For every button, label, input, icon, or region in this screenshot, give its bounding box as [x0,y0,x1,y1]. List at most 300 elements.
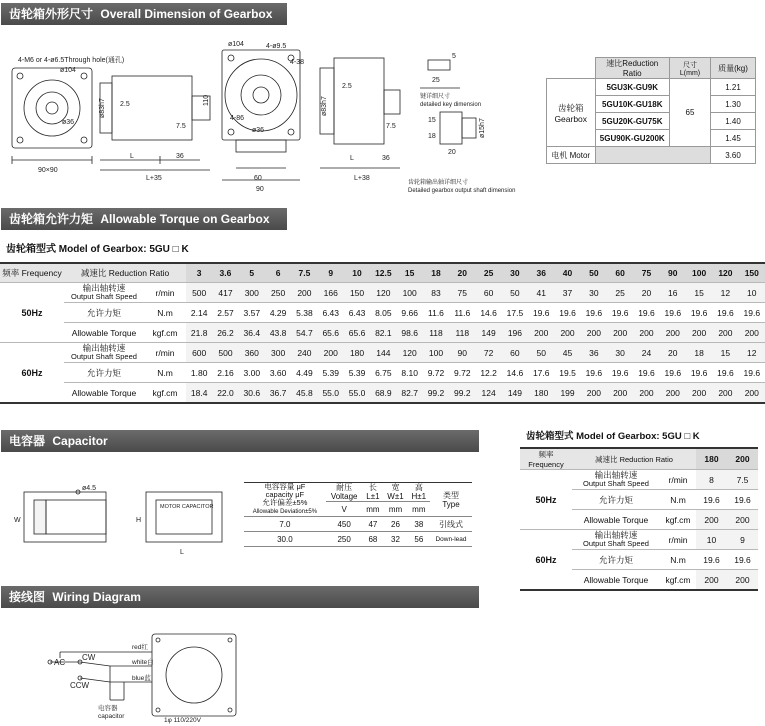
tq-hz50-speed-16: 30 [581,283,607,303]
small-freq-50hz: 50Hz [520,470,572,530]
tq-hz60-speed-22: 12 [739,343,765,363]
torque-label-cn: 允许力矩 [64,363,144,383]
tq-hz50-speed-4: 250 [265,283,291,303]
tq-hz60-speed-10: 100 [423,343,449,363]
tq-hz50-speed-1: 500 [186,283,212,303]
wire-power: 1φ 110/220V [164,717,201,724]
ratio-17: 60 [607,263,633,283]
tq-hz50-nm-16: 19.6 [581,303,607,323]
tq-hz50-speed-9: 100 [397,283,423,303]
speed-label-cn: 输出轴转速 [82,343,126,353]
tq-hz60-nm-21: 19.6 [712,363,738,383]
tq-hz60-kgf-2: 22.0 [212,383,238,404]
ratio-22: 150 [739,263,765,283]
speed-label-en: Output Shaft Speed [71,292,137,301]
dim-36-mid: 36 [382,155,390,162]
wire-ac: AC [54,658,66,667]
ratio-3: 5 [239,263,265,283]
small-unit-nm: N.m [660,490,696,510]
stq-hz50-speed-1: 8 [696,470,727,490]
ratio-5: 7.5 [291,263,317,283]
tq-hz60-speed-15: 45 [554,343,580,363]
torque-label-en: Allowable Torque [64,383,144,404]
dim-d104-left: ø104 [60,67,76,74]
tq-hz50-nm-19: 19.6 [660,303,686,323]
ratio-12: 25 [475,263,501,283]
tq-hz50-nm-21: 19.6 [712,303,738,323]
tq-hz60-speed-8: 144 [370,343,396,363]
ratio-6: 9 [318,263,344,283]
stq-hz60-speed-1: 10 [696,530,727,550]
spec-model-2: 5GU10K-GU18K [595,96,670,113]
cap-dim-W: W [14,517,21,524]
tq-hz60-kgf-11: 99.2 [449,383,475,404]
tq-hz60-speed-7: 180 [344,343,370,363]
wire-blue: blue蓝 [132,675,151,682]
tq-hz60-nm-4: 3.60 [265,363,291,383]
table-row [0,343,765,363]
tq-hz50-nm-11: 11.6 [449,303,475,323]
spec-gearbox-label: 齿轮箱 Gearbox [547,79,596,147]
unit-rmin: r/min [144,343,186,363]
ratio-19: 90 [660,263,686,283]
cap-row2-cap: 30.0 [244,532,326,547]
stq-hz50-kgf-2: 200 [727,510,758,530]
ratio-11: 20 [449,263,475,283]
tq-hz60-kgf-17: 200 [607,383,633,404]
dim-4-86: 4-86 [230,115,245,122]
tq-hz60-kgf-15: 199 [554,383,580,404]
key-dim-25: 25 [432,77,440,84]
spec-motor-mass: 3.60 [711,147,756,164]
cap-row1-w: 26 [383,517,407,532]
ratio-10: 18 [423,263,449,283]
tq-hz60-kgf-4: 36.7 [265,383,291,404]
section-capacitor-en: Capacitor [52,434,108,448]
wire-red: red红 [132,644,148,651]
ratio-2: 3.6 [212,263,238,283]
cap-row1-l: 47 [363,517,384,532]
tq-hz60-nm-5: 4.49 [291,363,317,383]
wire-cap-cn: 电容器 [98,705,118,712]
key-dim-5: 5 [452,53,456,60]
tq-hz50-nm-6: 6.43 [318,303,344,323]
cap-hole: ø4.5 [82,485,97,492]
tq-hz60-nm-6: 5.39 [318,363,344,383]
tq-hz50-speed-15: 37 [554,283,580,303]
tq-hz50-kgf-13: 196 [502,323,528,343]
stq-hz60-nm-1: 19.6 [696,550,727,570]
stq-hz60-kgf-2: 200 [727,570,758,591]
speed-label-en: Output Shaft Speed [71,352,137,361]
spec-model-3: 5GU20K-GU75K [595,113,670,130]
shaft-detail-cn: 齿轮箱输出轴详细尺寸 [408,180,469,186]
tq-hz60-nm-8: 6.75 [370,363,396,383]
tq-hz60-nm-12: 12.2 [475,363,501,383]
tq-hz50-kgf-12: 149 [475,323,501,343]
tq-hz50-speed-6: 166 [318,283,344,303]
shaft-dim-18: 18 [428,133,436,140]
tq-hz60-speed-12: 72 [475,343,501,363]
torque-group-60hz [0,343,765,404]
spec-size-value: 65 [670,79,711,147]
spec-model-1: 5GU3K-GU9K [595,79,670,96]
small-torque-en: Allowable Torque [572,510,660,530]
cap-h-cap3: 允许偏差±5% [262,498,308,507]
dim-75-mid: 7.5 [386,123,396,130]
tq-hz60-kgf-13: 149 [502,383,528,404]
tq-hz60-kgf-19: 200 [660,383,686,404]
tq-hz60-nm-17: 19.6 [607,363,633,383]
cap-h-volt2: Voltage [330,492,358,501]
tq-hz60-speed-18: 24 [633,343,659,363]
table-row [0,363,765,383]
wire-cap-en: capacitor [98,713,125,720]
table-row [244,532,472,547]
tq-hz50-speed-22: 10 [739,283,765,303]
cap-row2-type: Down-lead [430,532,472,547]
unit-rmin: r/min [144,283,186,303]
tq-hz50-kgf-21: 200 [712,323,738,343]
small-speed-en: Output Shaft Speed [583,539,649,548]
cap-label: MOTOR CAPACITOR [160,504,214,510]
cap-row2-volt: 250 [326,532,363,547]
cap-h-hgt2: H±1 [411,492,427,501]
tq-hz60-nm-2: 2.16 [212,363,238,383]
tq-hz60-kgf-16: 200 [581,383,607,404]
section-dimension-cn: 齿轮箱外形尺寸 [9,7,94,21]
tq-hz50-speed-12: 60 [475,283,501,303]
tq-hz60-speed-5: 240 [291,343,317,363]
ratio-13: 30 [502,263,528,283]
tq-hz50-speed-11: 75 [449,283,475,303]
tq-hz50-speed-14: 41 [528,283,554,303]
tq-hz50-nm-9: 9.66 [397,303,423,323]
ratio-20: 100 [686,263,712,283]
torque-label-en: Allowable Torque [64,323,144,343]
tq-hz60-speed-11: 90 [449,343,475,363]
tq-hz50-kgf-14: 200 [528,323,554,343]
tq-hz60-nm-3: 3.00 [239,363,265,383]
tq-hz50-nm-4: 4.29 [265,303,291,323]
tq-hz50-nm-10: 11.6 [423,303,449,323]
dim-25-mid: 2.5 [342,83,352,90]
cap-dim-H: H [136,517,142,524]
small-torque-table [520,447,758,591]
tq-hz50-kgf-19: 200 [660,323,686,343]
small-unit-kgf: kgf.cm [660,570,696,591]
tq-hz50-kgf-10: 118 [423,323,449,343]
spec-header-size: 尺寸 L(mm) [670,58,711,79]
shaft-dim-15: 15 [428,117,436,124]
small-unit-kgf: kgf.cm [660,510,696,530]
dim-25-left: 2.5 [120,101,130,108]
section-wiring-en: Wiring Diagram [52,590,141,604]
tq-hz50-speed-2: 417 [212,283,238,303]
tq-hz50-speed-21: 12 [712,283,738,303]
tq-hz60-kgf-20: 200 [686,383,712,404]
ratio-14: 36 [528,263,554,283]
tq-hz50-kgf-22: 200 [739,323,765,343]
tq-hz60-kgf-12: 124 [475,383,501,404]
tq-hz50-nm-12: 14.6 [475,303,501,323]
tq-hz60-kgf-1: 18.4 [186,383,212,404]
section-torque-bar [1,208,287,230]
small-freq-60hz: 60Hz [520,530,572,591]
tq-hz60-nm-18: 19.6 [633,363,659,383]
tq-hz50-speed-8: 120 [370,283,396,303]
tq-hz60-kgf-8: 68.9 [370,383,396,404]
dim-d104-mid: ø104 [228,41,244,48]
capacitor-table [244,482,472,547]
spec-model-4: 5GU90K-GU200K [595,130,670,147]
cap-h-cap2: capacity μF [265,490,305,499]
dim-L38: L+38 [354,175,370,182]
dim-d83-left: ø83h7 [99,98,106,118]
tq-hz50-kgf-11: 118 [449,323,475,343]
stq-hz60-speed-2: 9 [727,530,758,550]
tq-hz50-kgf-5: 54.7 [291,323,317,343]
dim-36-left: 36 [176,153,184,160]
small-ratio-1: 180 [696,448,727,470]
key-detail-cn: 键详细尺寸 [420,94,451,100]
stq-hz50-nm-2: 19.6 [727,490,758,510]
small-col-ratio: 减速比 Reduction Ratio [572,448,696,470]
tq-hz60-nm-9: 8.10 [397,363,423,383]
tq-hz60-speed-21: 15 [712,343,738,363]
wiring-diagram [40,630,240,724]
tq-hz60-speed-13: 60 [502,343,528,363]
tq-hz60-kgf-9: 82.7 [397,383,423,404]
tq-hz50-kgf-18: 200 [633,323,659,343]
section-capacitor-bar [1,430,479,452]
tq-hz60-speed-14: 50 [528,343,554,363]
tq-hz60-speed-20: 18 [686,343,712,363]
cap-h-cap4: Allowable Deviation±5% [252,509,318,515]
tq-hz50-kgf-1: 21.8 [186,323,212,343]
cap-row1-h: 38 [408,517,430,532]
tq-hz50-nm-2: 2.57 [212,303,238,323]
section-torque-cn: 齿轮箱允许力矩 [9,212,94,226]
small-speed-cn: 输出轴转速 [594,530,638,540]
tq-hz50-kgf-9: 98.6 [397,323,423,343]
spec-motor-label: 电机 Motor [547,147,596,164]
tq-hz50-nm-17: 19.6 [607,303,633,323]
torque-header-row [0,263,765,283]
cap-unit-mm1: mm [363,502,384,517]
torque-col-ratio: 减速比 Reduction Ratio [64,263,186,283]
cap-h-hgt1: 高 [414,483,423,492]
tq-hz50-speed-17: 25 [607,283,633,303]
tq-hz50-nm-8: 8.05 [370,303,396,323]
cap-h-cap1: 电容容量 μF [264,482,306,491]
cap-row2-w: 32 [383,532,407,547]
tq-hz50-kgf-20: 200 [686,323,712,343]
ratio-15: 40 [554,263,580,283]
torque-model-title: 齿轮箱型式 Model of Gearbox: 5GU □ K [6,244,189,255]
ratio-16: 50 [581,263,607,283]
section-dimension-en: Overall Dimension of Gearbox [100,7,273,21]
small-unit-rmin: r/min [660,530,696,550]
tq-hz50-nm-18: 19.6 [633,303,659,323]
freq-50hz: 50Hz [0,283,64,343]
tq-hz60-nm-22: 19.6 [739,363,765,383]
stq-hz50-speed-2: 7.5 [727,470,758,490]
tq-hz50-speed-20: 15 [686,283,712,303]
cap-row2-h: 56 [408,532,430,547]
cap-unit-v: V [326,502,363,517]
tq-hz50-nm-1: 2.14 [186,303,212,323]
stq-hz50-kgf-1: 200 [696,510,727,530]
tq-hz60-speed-16: 36 [581,343,607,363]
stq-hz50-nm-1: 19.6 [696,490,727,510]
tq-hz60-speed-4: 300 [265,343,291,363]
cap-row1-volt: 450 [326,517,363,532]
small-ratio-2: 200 [727,448,758,470]
dim-L35: L+35 [146,175,162,182]
tq-hz50-kgf-15: 200 [554,323,580,343]
table-row [0,283,765,303]
tq-hz60-kgf-14: 180 [528,383,554,404]
table-row [0,303,765,323]
cap-row1-type: 引线式 [430,517,472,532]
tq-hz50-kgf-8: 82.1 [370,323,396,343]
cap-h-wid1: 宽 [391,483,400,492]
freq-60hz: 60Hz [0,343,64,404]
wire-white: white白 [132,659,154,666]
shaft-d15h7: ø15h7 [479,118,486,138]
speed-label-cn: 输出轴转速 [82,283,126,293]
ratio-7: 10 [344,263,370,283]
wire-ccw: CCW [70,681,90,690]
section-wiring-cn: 接线图 [9,590,46,604]
capacitor-drawing [10,480,240,560]
dim-4-d95: 4-ø9.5 [266,43,287,50]
ratio-8: 12.5 [370,263,396,283]
ratio-1: 3 [186,263,212,283]
tq-hz50-nm-22: 19.6 [739,303,765,323]
tq-hz50-speed-5: 200 [291,283,317,303]
spec-mass-2: 1.30 [711,96,756,113]
tq-hz60-kgf-6: 55.0 [318,383,344,404]
tq-hz50-speed-7: 150 [344,283,370,303]
tq-hz60-nm-15: 19.5 [554,363,580,383]
tq-hz60-kgf-7: 55.0 [344,383,370,404]
tq-hz60-speed-6: 200 [318,343,344,363]
unit-kgf: kgf.cm [144,383,186,404]
tq-hz60-speed-17: 30 [607,343,633,363]
unit-nm: N.m [144,363,186,383]
tq-hz60-kgf-21: 200 [712,383,738,404]
tq-hz60-nm-11: 9.72 [449,363,475,383]
torque-label-cn: 允许力矩 [64,303,144,323]
tq-hz60-speed-19: 20 [660,343,686,363]
unit-kgf: kgf.cm [144,323,186,343]
tq-hz50-nm-13: 17.5 [502,303,528,323]
small-torque-cn: 允许力矩 [572,550,660,570]
small-torque-en: Allowable Torque [572,570,660,591]
tq-hz50-kgf-4: 43.8 [265,323,291,343]
tq-hz50-kgf-3: 36.4 [239,323,265,343]
spec-mass-1: 1.21 [711,79,756,96]
spec-header-mass: 质量(kg) [711,58,756,79]
tq-hz60-nm-13: 14.6 [502,363,528,383]
dim-90: 90 [256,186,264,193]
section-torque-en: Allowable Torque on Gearbox [100,212,270,226]
small-speed-cn: 输出轴转速 [594,470,638,480]
tq-hz60-speed-1: 600 [186,343,212,363]
cap-h-type1: 类型 [442,490,459,500]
small-unit-rmin: r/min [660,470,696,490]
cap-row2-l: 68 [363,532,384,547]
tq-hz60-speed-2: 500 [212,343,238,363]
tq-hz50-nm-20: 19.6 [686,303,712,323]
tq-hz50-speed-18: 20 [633,283,659,303]
tq-hz60-kgf-18: 200 [633,383,659,404]
dim-d36-left: ø36 [62,119,75,126]
cap-unit-mm3: mm [408,502,430,517]
torque-col-freq: 频率 Frequency [0,263,64,283]
gearbox-dimension-drawing [0,28,520,203]
cap-h-len2: L±1 [366,492,380,501]
shaft-dim-20: 20 [448,149,456,156]
cap-unit-mm2: mm [383,502,407,517]
tq-hz60-nm-20: 19.6 [686,363,712,383]
tq-hz60-nm-16: 19.6 [581,363,607,383]
tq-hz60-kgf-5: 45.8 [291,383,317,404]
table-row [520,530,758,550]
cap-h-len1: 长 [368,483,377,492]
tq-hz50-kgf-2: 26.2 [212,323,238,343]
small-col-freq: 频率 Frequency [520,448,572,470]
tq-hz50-kgf-6: 65.6 [318,323,344,343]
tq-hz60-nm-7: 5.39 [344,363,370,383]
tq-hz50-nm-3: 3.57 [239,303,265,323]
small-speed-en: Output Shaft Speed [583,479,649,488]
tq-hz60-kgf-22: 200 [739,383,765,404]
tq-hz50-speed-13: 50 [502,283,528,303]
tq-hz50-speed-3: 300 [239,283,265,303]
section-wiring-bar [1,586,479,608]
tq-hz60-kgf-3: 30.6 [239,383,265,404]
table-row [520,470,758,490]
small-unit-nm: N.m [660,550,696,570]
dim-L-mid: L [350,155,354,162]
spec-mass-3: 1.40 [711,113,756,130]
spec-header-ratio: 速比Reduction Ratio [595,58,670,79]
wire-cw: CW [82,653,96,662]
cap-h-volt1: 耐压 [336,483,353,492]
tq-hz60-speed-3: 360 [239,343,265,363]
cap-dim-L: L [180,549,184,556]
dim-d83-mid: ø83h7 [321,96,328,116]
section-capacitor-cn: 电容器 [9,434,46,448]
tq-hz60-speed-9: 120 [397,343,423,363]
tq-hz60-nm-19: 19.6 [660,363,686,383]
tq-hz50-nm-14: 19.6 [528,303,554,323]
table-row [244,517,472,532]
cap-h-wid2: W±1 [387,492,404,501]
tq-hz60-kgf-10: 99.2 [423,383,449,404]
ratio-4: 6 [265,263,291,283]
table-row [0,323,765,343]
dim-75-left: 7.5 [176,123,186,130]
dim-d36-mid: ø36 [252,127,265,134]
small-torque-cn: 允许力矩 [572,490,660,510]
ratio-18: 75 [633,263,659,283]
cap-h-type2: Type [442,499,460,509]
spec-mass-4: 1.45 [711,130,756,147]
